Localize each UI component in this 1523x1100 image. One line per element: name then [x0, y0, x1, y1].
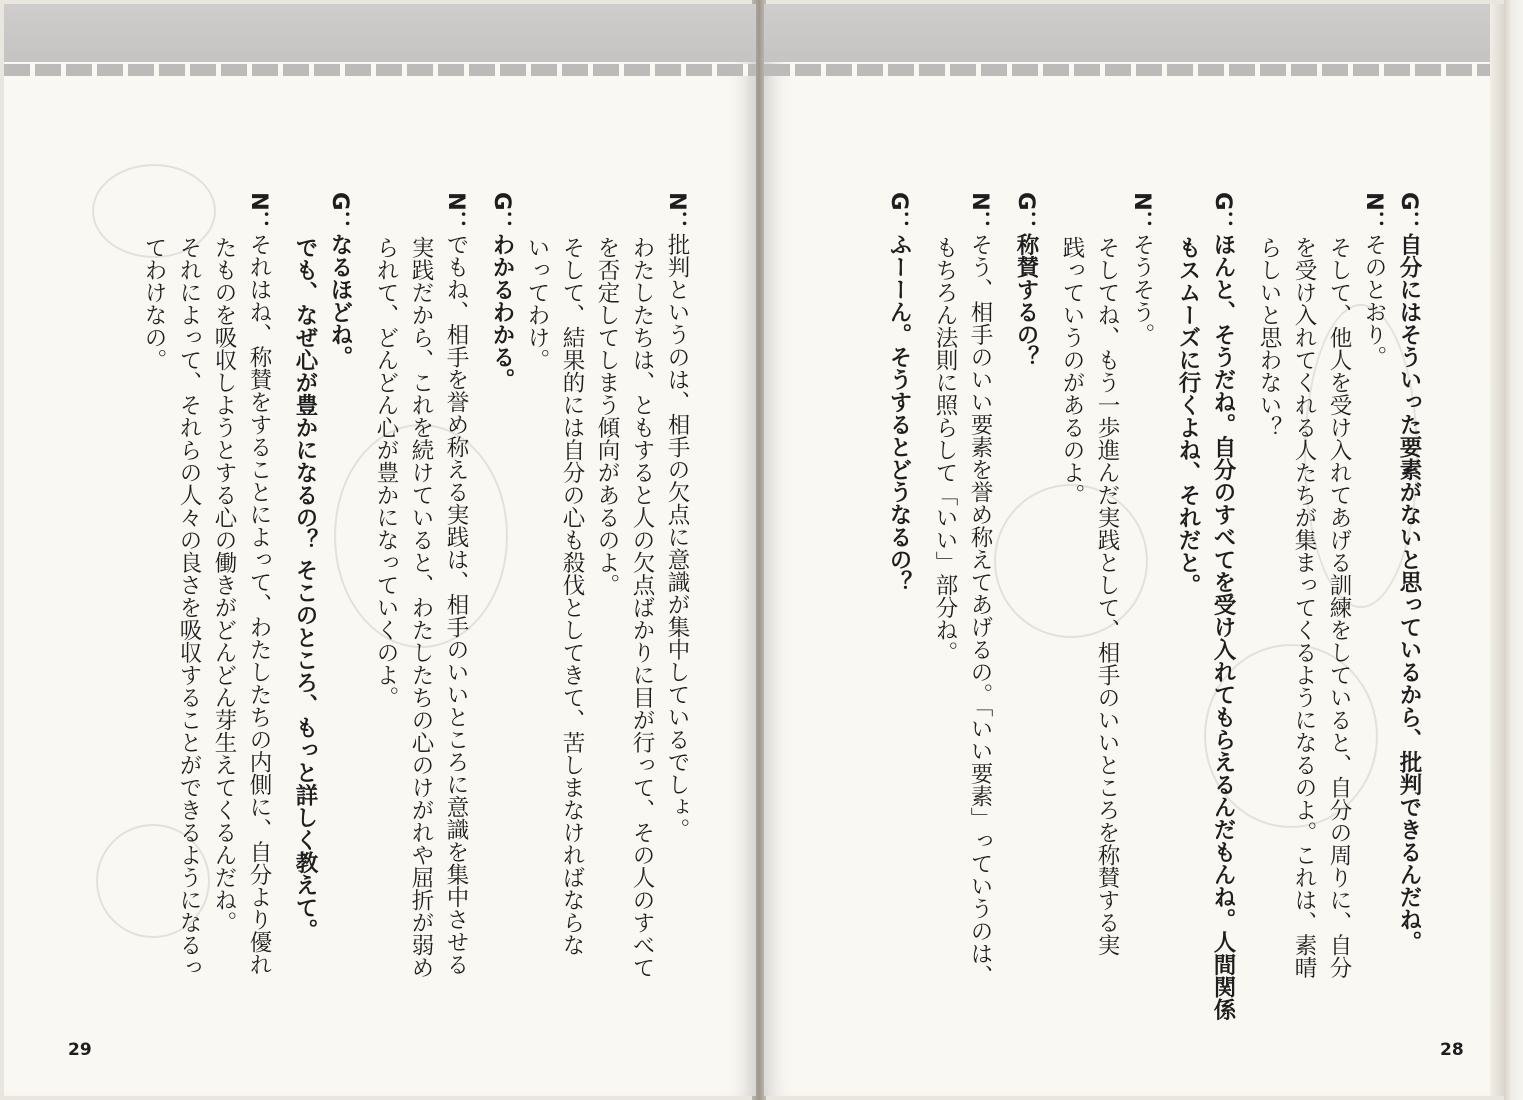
dialogue-entry: G：わかるわかる。 [489, 192, 515, 391]
dialogue-line: そう、相手のいい要素を誉め称えてあげるの。「いい要素」っていうのは、 [967, 233, 993, 988]
book-fore-edge [1504, 0, 1523, 1100]
dialogue-line: そしてね、もう一歩進んだ実践として、相手のいいところを称賛する実 [1094, 235, 1120, 956]
dialogue-line: そして、他人を受け入れてあげる訓練をしていると、自分の周りに、自分 [1326, 235, 1352, 979]
dialogue-line: なるほどね。 [327, 232, 353, 368]
dialogue-entry: N：でもね、相手を誉め称える実践は、相手のいいところに意識を集中させる 実践だから、これを続けていると、わたしたちの心のけがれや屈折が弱め られて、どんどん心が豊かになっていくのよ。 [368, 192, 473, 1032]
speaker-label: N [443, 192, 469, 211]
dialogue-entry: G：ほんと、そうだね。自分のすべてを受け入れてもらえるんだもんね。人間関係 もスムーズに行くよね、それだと。 [1170, 192, 1240, 1032]
speaker-label: N [1129, 192, 1155, 211]
dialogue-line: もスムーズに行くよね、それだと。 [1175, 235, 1201, 596]
speaker-label: G [1210, 192, 1236, 211]
dialogue-line: ほんと、そうだね。自分のすべてを受け入れてもらえるんだもんね。人間関係 [1210, 232, 1236, 1021]
dialogue-line: られて、どんどん心が豊かになっていくのよ。 [373, 235, 399, 709]
dialogue-line: そして、結果的には自分の心も殺伐としてきて、苦しまなければならな [559, 235, 585, 956]
speaker-label: G [327, 192, 353, 211]
dialogue-entry: N：そうそう。 そしてね、もう一歩進んだ実践として、相手のいいところを称賛する実 践っていうのがあるのよ。 [1054, 192, 1159, 1032]
dialogue-line: 自分にはそういった要素がないと思っているから、批判できるんだね。 [1396, 232, 1422, 953]
speaker-label: N [1361, 192, 1387, 211]
page-edge-shadow [1490, 4, 1504, 1096]
page-number: 29 [68, 1040, 92, 1060]
header-band [4, 4, 756, 62]
dialogue-line: そうそう。 [1129, 233, 1155, 346]
speaker-label: G [489, 192, 515, 211]
dialogue-line: そのとおり。 [1361, 233, 1387, 369]
dialogue-line: もちろん法則に照らして「いい」部分ね。 [932, 235, 958, 664]
dialogue-line: いってわけ。 [524, 235, 550, 371]
vertical-text-column [54, 192, 694, 1032]
dialogue-line: 批判というのは、相手の欠点に意識が集中しているでしょ。 [664, 233, 690, 841]
vertical-text-column [826, 192, 1426, 1032]
left-page [4, 4, 756, 1096]
page-number: 28 [1440, 1040, 1464, 1060]
dialogue-entry: N：批判というのは、相手の欠点に意識が集中しているでしょ。 わたしたちは、ともすると人の欠点ばかりに目が行って、その人のすべて を否定してしまう傾向があるのよ。 そして、結果的には自分の心も殺伐としてきて、苦しまなければならな いってわけ。 [519, 192, 694, 1032]
dialogue-entry: N：それはね、称賛をすることによって、わたしたちの内側に、自分より優れ たものを吸収しようとする心の働きがどんどん芽生えてくるんだね。 それによって、それらの人々の良さを吸収することができるようになるっ てわけなの。 [136, 192, 276, 1032]
dialogue-line: でも、なぜ心が豊かになるの？ そこのところ、もっと詳しく教えて。 [292, 235, 318, 942]
dialogue-line: を受け入れてくれる人たちが集まってくるようになるのよ。これは、素晴 [1291, 235, 1317, 979]
speaker-label: G [1013, 192, 1039, 211]
dialogue-line: ふーーん。そうするとどうなるの？ [886, 232, 912, 593]
speaker-label: N [246, 192, 272, 211]
dialogue-line: わたしたちは、ともすると人の欠点ばかりに目が行って、その人のすべて [629, 235, 655, 979]
dialogue-line: 実践だから、これを続けていると、わたしたちの心のけがれや屈折が弱め [408, 235, 434, 979]
dialogue-line: 称賛するの？ [1013, 232, 1039, 368]
dialogue-line: でもね、相手を誉め称える実践は、相手のいいところに意識を集中させる [443, 233, 469, 976]
dialogue-entry: G：なるほどね。 でも、なぜ心が豊かになるの？ そこのところ、もっと詳しく教えて。 [287, 192, 357, 1032]
dialogue-entry: G：ふーーん。そうするとどうなるの？ [886, 192, 912, 593]
speaker-label: N [664, 192, 690, 211]
header-band [764, 4, 1504, 62]
dialogue-line: てわけなの。 [141, 235, 167, 371]
dialogue-entry: G：称賛するの？ [1013, 192, 1039, 368]
speaker-label: G [1396, 192, 1422, 211]
header-dash-rule [4, 64, 756, 76]
dialogue-line: それはね、称賛をすることによって、わたしたちの内側に、自分より優れ [246, 233, 272, 976]
right-page [764, 4, 1504, 1096]
dialogue-entry: N：そう、相手のいい要素を誉め称えてあげるの。「いい要素」っていうのは、 もちろん法則に照らして「いい」部分ね。 [927, 192, 997, 1032]
dialogue-line: 践っていうのがあるのよ。 [1059, 235, 1085, 506]
header-dash-rule [764, 64, 1504, 76]
dialogue-line: を否定してしまう傾向があるのよ。 [594, 235, 620, 596]
dialogue-line: わかるわかる。 [489, 232, 515, 391]
speaker-label: N [967, 192, 993, 211]
dialogue-entry: N：そのとおり。 そして、他人を受け入れてあげる訓練をしていると、自分の周りに、自分 を受け入れてくれる人たちが集まってくるようになるのよ。これは、素晴 らしいと思わない？ [1251, 192, 1391, 1032]
speaker-label: G [886, 192, 912, 211]
dialogue-line: たものを吸収しようとする心の働きがどんどん芽生えてくるんだね。 [211, 235, 237, 934]
dialogue-entry: G：自分にはそういった要素がないと思っているから、批判できるんだね。 [1396, 192, 1422, 953]
dialogue-line: らしいと思わない？ [1256, 235, 1282, 439]
dialogue-line: それによって、それらの人々の良さを吸収することができるようになるっ [176, 235, 202, 979]
